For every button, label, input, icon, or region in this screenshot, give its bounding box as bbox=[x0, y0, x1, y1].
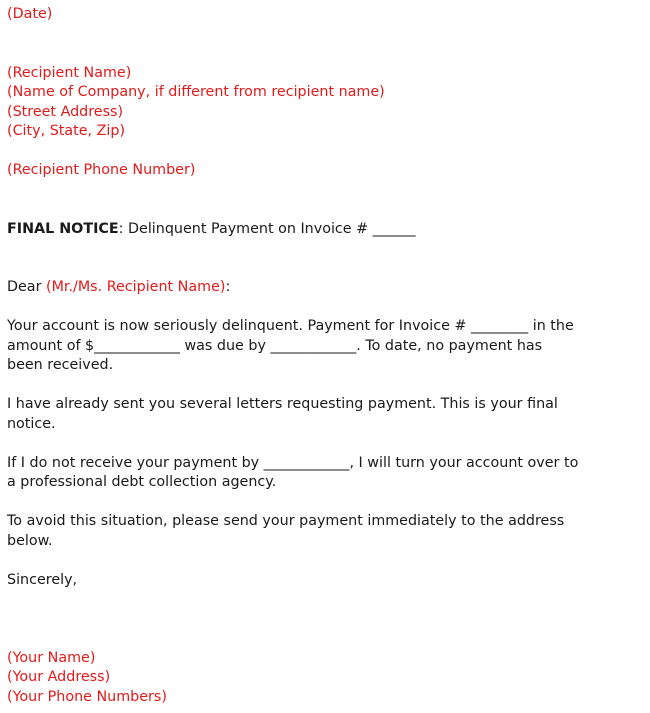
spacer bbox=[7, 239, 643, 278]
paragraph-line: notice. bbox=[7, 415, 56, 432]
spacer bbox=[7, 298, 643, 318]
sender-block bbox=[7, 649, 643, 708]
sender-address: (Your Address) bbox=[7, 669, 111, 685]
spacer bbox=[7, 629, 643, 649]
spacer bbox=[7, 590, 643, 629]
paragraph-delinquent bbox=[7, 317, 643, 376]
letter-document bbox=[7, 5, 643, 707]
subject-label: FINAL NOTICE bbox=[7, 220, 119, 237]
spacer bbox=[7, 181, 643, 220]
paragraph-line: If I do not receive your payment by ____________, I will turn your account over to bbox=[7, 454, 579, 471]
spacer bbox=[7, 25, 643, 64]
paragraph-line: To avoid this situation, please send your payment immediately to the address bbox=[7, 513, 565, 529]
spacer bbox=[7, 142, 643, 162]
salutation-suffix: : bbox=[225, 279, 231, 295]
paragraph-avoid-situation bbox=[7, 512, 643, 551]
paragraph-line: Your account is now seriously delinquent. Payment for Invoice # ________ in the bbox=[7, 318, 574, 334]
recipient-street: (Street Address) bbox=[7, 103, 124, 120]
salutation-prefix: Dear bbox=[7, 279, 46, 295]
recipient-block bbox=[7, 64, 643, 142]
salutation bbox=[7, 278, 643, 298]
paragraph-line: a professional debt collection agency. bbox=[7, 474, 277, 490]
salutation-name: (Mr./Ms. Recipient Name) bbox=[46, 279, 226, 295]
recipient-name: (Recipient Name) bbox=[7, 64, 132, 81]
recipient-city: (City, State, Zip) bbox=[7, 123, 126, 139]
spacer bbox=[7, 434, 643, 454]
closing: Sincerely, bbox=[7, 571, 78, 588]
subject-line bbox=[7, 220, 643, 240]
spacer bbox=[7, 376, 643, 396]
date-placeholder: (Date) bbox=[7, 6, 53, 22]
subject-text: : Delinquent Payment on Invoice # ______ bbox=[118, 220, 416, 237]
paragraph-line: I have already sent you several letters requesting payment. This is your final bbox=[7, 396, 558, 412]
paragraph-line: been received. bbox=[7, 357, 114, 373]
recipient-company: (Name of Company, if different from recipient name) bbox=[7, 84, 385, 100]
sender-name: (Your Name) bbox=[7, 649, 96, 666]
paragraph-line: amount of $____________ was due by ____________. To date, no payment has bbox=[7, 337, 543, 354]
paragraph-letters-sent bbox=[7, 395, 643, 434]
recipient-phone: (Recipient Phone Number) bbox=[7, 162, 196, 178]
paragraph-collection-agency bbox=[7, 454, 643, 493]
sender-phones: (Your Phone Numbers) bbox=[7, 688, 167, 705]
spacer bbox=[7, 551, 643, 571]
spacer bbox=[7, 493, 643, 513]
paragraph-line: below. bbox=[7, 532, 53, 549]
